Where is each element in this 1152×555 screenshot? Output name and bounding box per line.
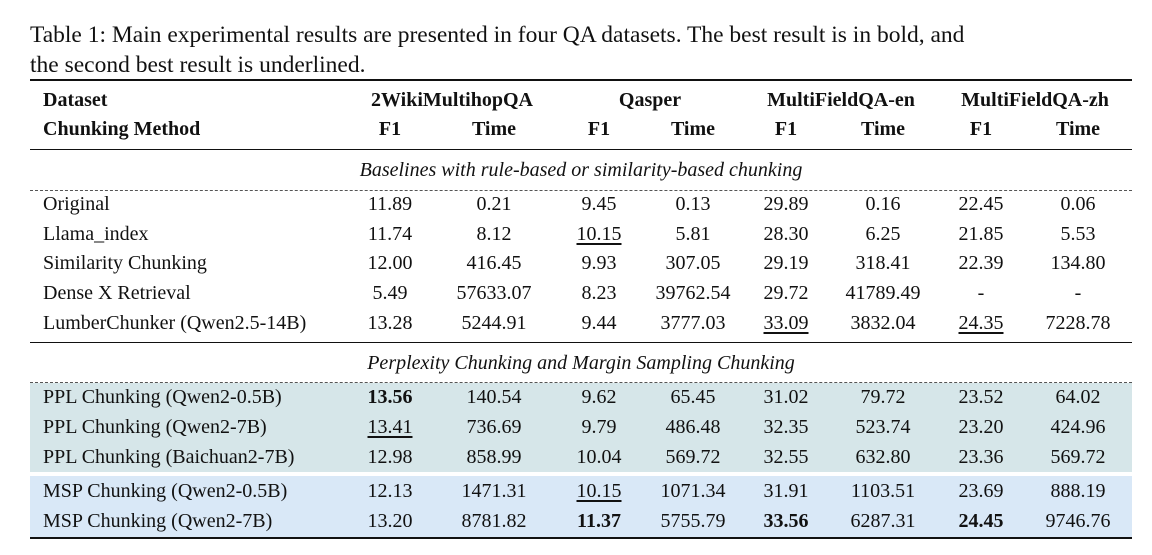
cell: 12.13 (367, 479, 413, 502)
cell: 29.89 (763, 193, 809, 216)
method-name: Dense X Retrieval (43, 282, 191, 305)
chunking-method-label: Chunking Method (43, 118, 201, 140)
cell: 8781.82 (461, 510, 527, 533)
cell: 13.20 (367, 510, 413, 533)
msp-table (30, 476, 1132, 537)
cell: - (977, 282, 985, 305)
cell: 424.96 (1050, 416, 1106, 439)
metric-header: Time (1055, 118, 1101, 140)
cell: 140.54 (466, 386, 522, 409)
cell: 39762.54 (655, 282, 731, 305)
caption-line-1: Table 1: Main experimental results are presented in four QA datasets. The best result is in bold, and (30, 22, 965, 48)
method-name: PPL Chunking (Qwen2-0.5B) (43, 386, 282, 409)
bottom-rule (30, 537, 1132, 539)
cell: 9746.76 (1045, 510, 1111, 533)
cell: 0.21 (476, 193, 512, 216)
cell: 10.04 (576, 445, 622, 468)
cell: 31.02 (763, 386, 809, 409)
cell: 65.45 (670, 386, 716, 409)
cell: 29.19 (763, 252, 809, 275)
cell: 9.62 (581, 386, 617, 409)
cell: 5.53 (1060, 222, 1096, 245)
cell: 33.09 (763, 311, 809, 334)
cell: 858.99 (466, 445, 522, 468)
cell: 1103.51 (850, 479, 916, 502)
cell: 10.15 (576, 479, 622, 502)
cell: 569.72 (665, 445, 721, 468)
cell: 5.49 (372, 282, 408, 305)
method-name: Llama_index (43, 222, 149, 245)
table-row (30, 442, 1132, 472)
section-title-baselines: Baselines with rule-based or similarity-based chunking (359, 159, 803, 181)
mid-rule (30, 342, 1132, 343)
cell: 6.25 (865, 222, 901, 245)
table-row (30, 383, 1132, 413)
cell: 0.16 (865, 193, 901, 216)
cell: 33.56 (763, 510, 809, 533)
cell: 486.48 (665, 416, 721, 439)
cell: 29.72 (763, 282, 809, 305)
table-row (30, 279, 1132, 309)
cell: 64.02 (1055, 386, 1101, 409)
cell: 57633.07 (456, 282, 532, 305)
method-name: Similarity Chunking (43, 252, 207, 275)
cell: 9.45 (581, 193, 617, 216)
cell: 1471.31 (461, 479, 527, 502)
cell: 6287.31 (850, 510, 916, 533)
cell: 134.80 (1050, 252, 1106, 275)
cell: 12.00 (367, 252, 413, 275)
cell: 11.37 (577, 510, 621, 533)
cell: 9.44 (581, 311, 617, 334)
cell: 23.20 (958, 416, 1004, 439)
table-row (30, 190, 1132, 220)
cell: 632.80 (855, 445, 911, 468)
dataset-multifieldqa-en: MultiFieldQA-en (767, 89, 915, 111)
method-name: LumberChunker (Qwen2.5-14B) (43, 311, 307, 334)
cell: 307.05 (665, 252, 721, 275)
cell: 736.69 (466, 416, 522, 439)
cell: 5755.79 (660, 510, 726, 533)
table-row (30, 249, 1132, 279)
metric-header: Time (471, 118, 517, 140)
cell: 41789.49 (845, 282, 921, 305)
table-row (30, 507, 1132, 538)
metric-header: F1 (969, 118, 993, 140)
table-row (30, 308, 1132, 338)
cell: 7228.78 (1045, 311, 1111, 334)
cell: 3777.03 (660, 311, 726, 334)
method-name: MSP Chunking (Qwen2-7B) (43, 510, 273, 533)
cell: 13.56 (367, 386, 413, 409)
table-row (30, 476, 1132, 507)
table-caption (30, 20, 1134, 80)
cell: 13.28 (367, 311, 413, 334)
cell: 5244.91 (461, 311, 527, 334)
baselines-table (30, 190, 1132, 338)
dataset-2wikimultihopqa: 2WikiMultihopQA (371, 89, 533, 111)
cell: 9.79 (581, 416, 617, 439)
cell: 1071.34 (660, 479, 726, 502)
cell: 569.72 (1050, 445, 1106, 468)
cell: 9.93 (581, 252, 617, 275)
cell: 28.30 (763, 222, 809, 245)
method-name: Original (43, 193, 110, 216)
cell: - (1074, 282, 1082, 305)
cell: 888.19 (1050, 479, 1106, 502)
cell: 21.85 (958, 222, 1004, 245)
metric-header: F1 (587, 118, 611, 140)
cell: 32.55 (763, 445, 809, 468)
method-name: PPL Chunking (Baichuan2-7B) (43, 445, 295, 468)
cell: 22.45 (958, 193, 1004, 216)
method-name: MSP Chunking (Qwen2-0.5B) (43, 479, 288, 502)
cell: 11.89 (367, 193, 413, 216)
cell: 22.39 (958, 252, 1004, 275)
metric-header: F1 (774, 118, 798, 140)
cell: 0.06 (1060, 193, 1096, 216)
metric-header: F1 (378, 118, 402, 140)
cell: 24.35 (958, 311, 1004, 334)
cell: 12.98 (367, 445, 413, 468)
cell: 523.74 (855, 416, 911, 439)
cell: 318.41 (855, 252, 911, 275)
cell: 23.69 (958, 479, 1004, 502)
header-rule (30, 149, 1132, 150)
metric-header: Time (860, 118, 906, 140)
cell: 31.91 (763, 479, 809, 502)
cell: 5.81 (675, 222, 711, 245)
method-name: PPL Chunking (Qwen2-7B) (43, 416, 267, 439)
top-rule (30, 79, 1132, 81)
cell: 24.45 (958, 510, 1004, 533)
cell: 79.72 (860, 386, 906, 409)
dataset-qasper: Qasper (618, 89, 682, 111)
table-header (30, 86, 1132, 144)
ppl-table (30, 383, 1132, 472)
section-title-ppl-msp: Perplexity Chunking and Margin Sampling Chunking (367, 352, 795, 374)
metric-header: Time (670, 118, 716, 140)
cell: 10.15 (576, 222, 622, 245)
dataset-multifieldqa-zh: MultiFieldQA-zh (961, 89, 1109, 111)
caption-line-2: the second best result is underlined. (30, 52, 366, 78)
cell: 416.45 (466, 252, 522, 275)
cell: 11.74 (367, 222, 413, 245)
table-row (30, 413, 1132, 443)
cell: 3832.04 (850, 311, 916, 334)
cell: 8.23 (581, 282, 617, 305)
cell: 8.12 (476, 222, 512, 245)
cell: 13.41 (367, 416, 413, 439)
cell: 0.13 (675, 193, 711, 216)
cell: 23.52 (958, 386, 1004, 409)
cell: 23.36 (958, 445, 1004, 468)
cell: 32.35 (763, 416, 809, 439)
dataset-label: Dataset (43, 89, 108, 111)
table-row (30, 220, 1132, 250)
